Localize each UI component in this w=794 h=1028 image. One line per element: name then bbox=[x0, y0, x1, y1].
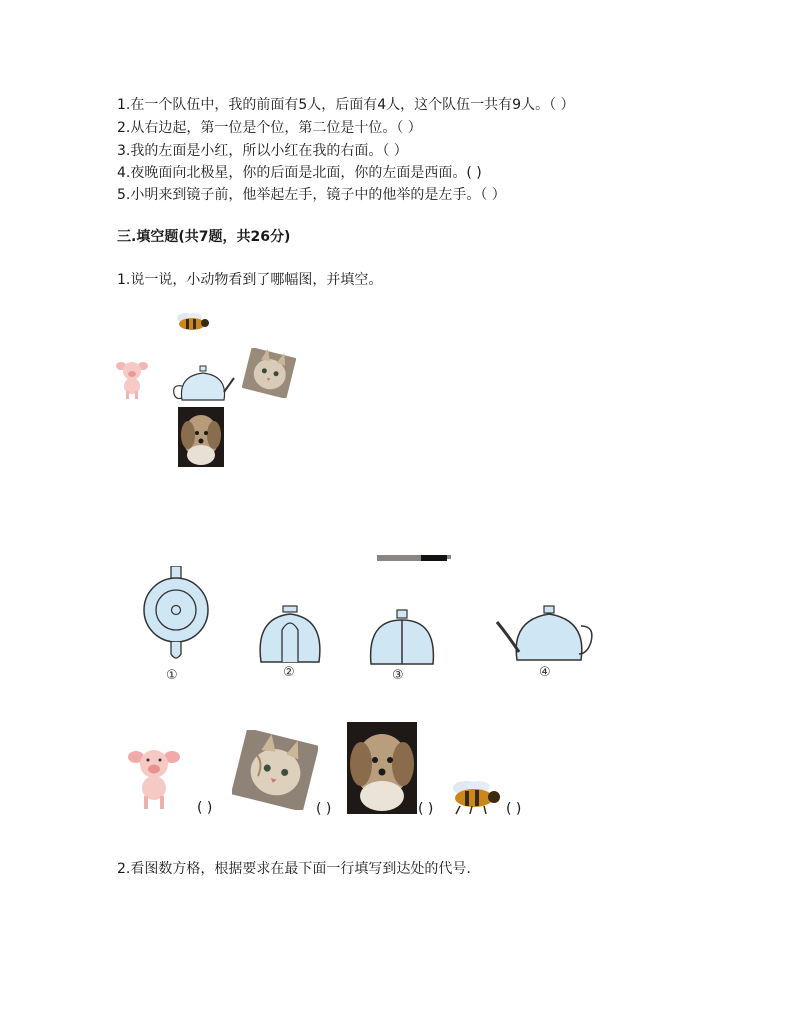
answer-paren-4[interactable]: ( ) bbox=[506, 801, 522, 817]
answer-paren-3[interactable]: ( ) bbox=[418, 801, 434, 817]
question-2-text: 2.看图数方格，根据要求在最下面一行填写到达处的代号. bbox=[117, 861, 471, 877]
teapot-view-1 bbox=[140, 566, 212, 664]
teapot-view-2 bbox=[255, 604, 325, 664]
judgement-item-4: 4.夜晚面向北极星，你的后面是北面，你的左面是西面。( ) bbox=[117, 165, 482, 181]
dog-image bbox=[347, 722, 417, 814]
teapot-label-4: ④ bbox=[539, 665, 551, 680]
pig-image-small bbox=[115, 358, 149, 400]
teapot-label-3: ③ bbox=[392, 668, 404, 683]
teapot-view-3 bbox=[366, 608, 438, 666]
teapot-label-1: ① bbox=[166, 668, 178, 683]
judgement-item-3: 3.我的左面是小红，所以小红在我的右面。（ ） bbox=[117, 143, 408, 159]
section-title: 三.填空题(共7题，共26分) bbox=[117, 229, 291, 245]
cat-image-small bbox=[242, 348, 296, 398]
judgement-item-2: 2.从右边起，第一位是个位，第二位是十位。（ ） bbox=[117, 120, 422, 136]
teapot-view-4 bbox=[495, 604, 595, 664]
answer-paren-2[interactable]: ( ) bbox=[316, 801, 332, 817]
dog-image-small bbox=[178, 407, 224, 467]
answer-paren-1[interactable]: ( ) bbox=[197, 800, 213, 816]
cat-image bbox=[232, 730, 318, 810]
pig-image bbox=[128, 744, 180, 810]
judgement-item-5: 5.小明来到镜子前，他举起左手，镜子中的他举的是左手。（ ） bbox=[117, 187, 506, 203]
question-1-text: 1.说一说，小动物看到了哪幅图，并填空。 bbox=[117, 272, 383, 288]
bee-image-large bbox=[446, 776, 504, 816]
teapot-image-small bbox=[170, 364, 236, 404]
teapot-label-2: ② bbox=[283, 665, 295, 680]
bee-image bbox=[172, 308, 212, 336]
judgement-item-1: 1.在一个队伍中，我的前面有5人，后面有4人，这个队伍一共有9人。（ ） bbox=[117, 97, 575, 113]
image-fragment bbox=[377, 555, 451, 563]
